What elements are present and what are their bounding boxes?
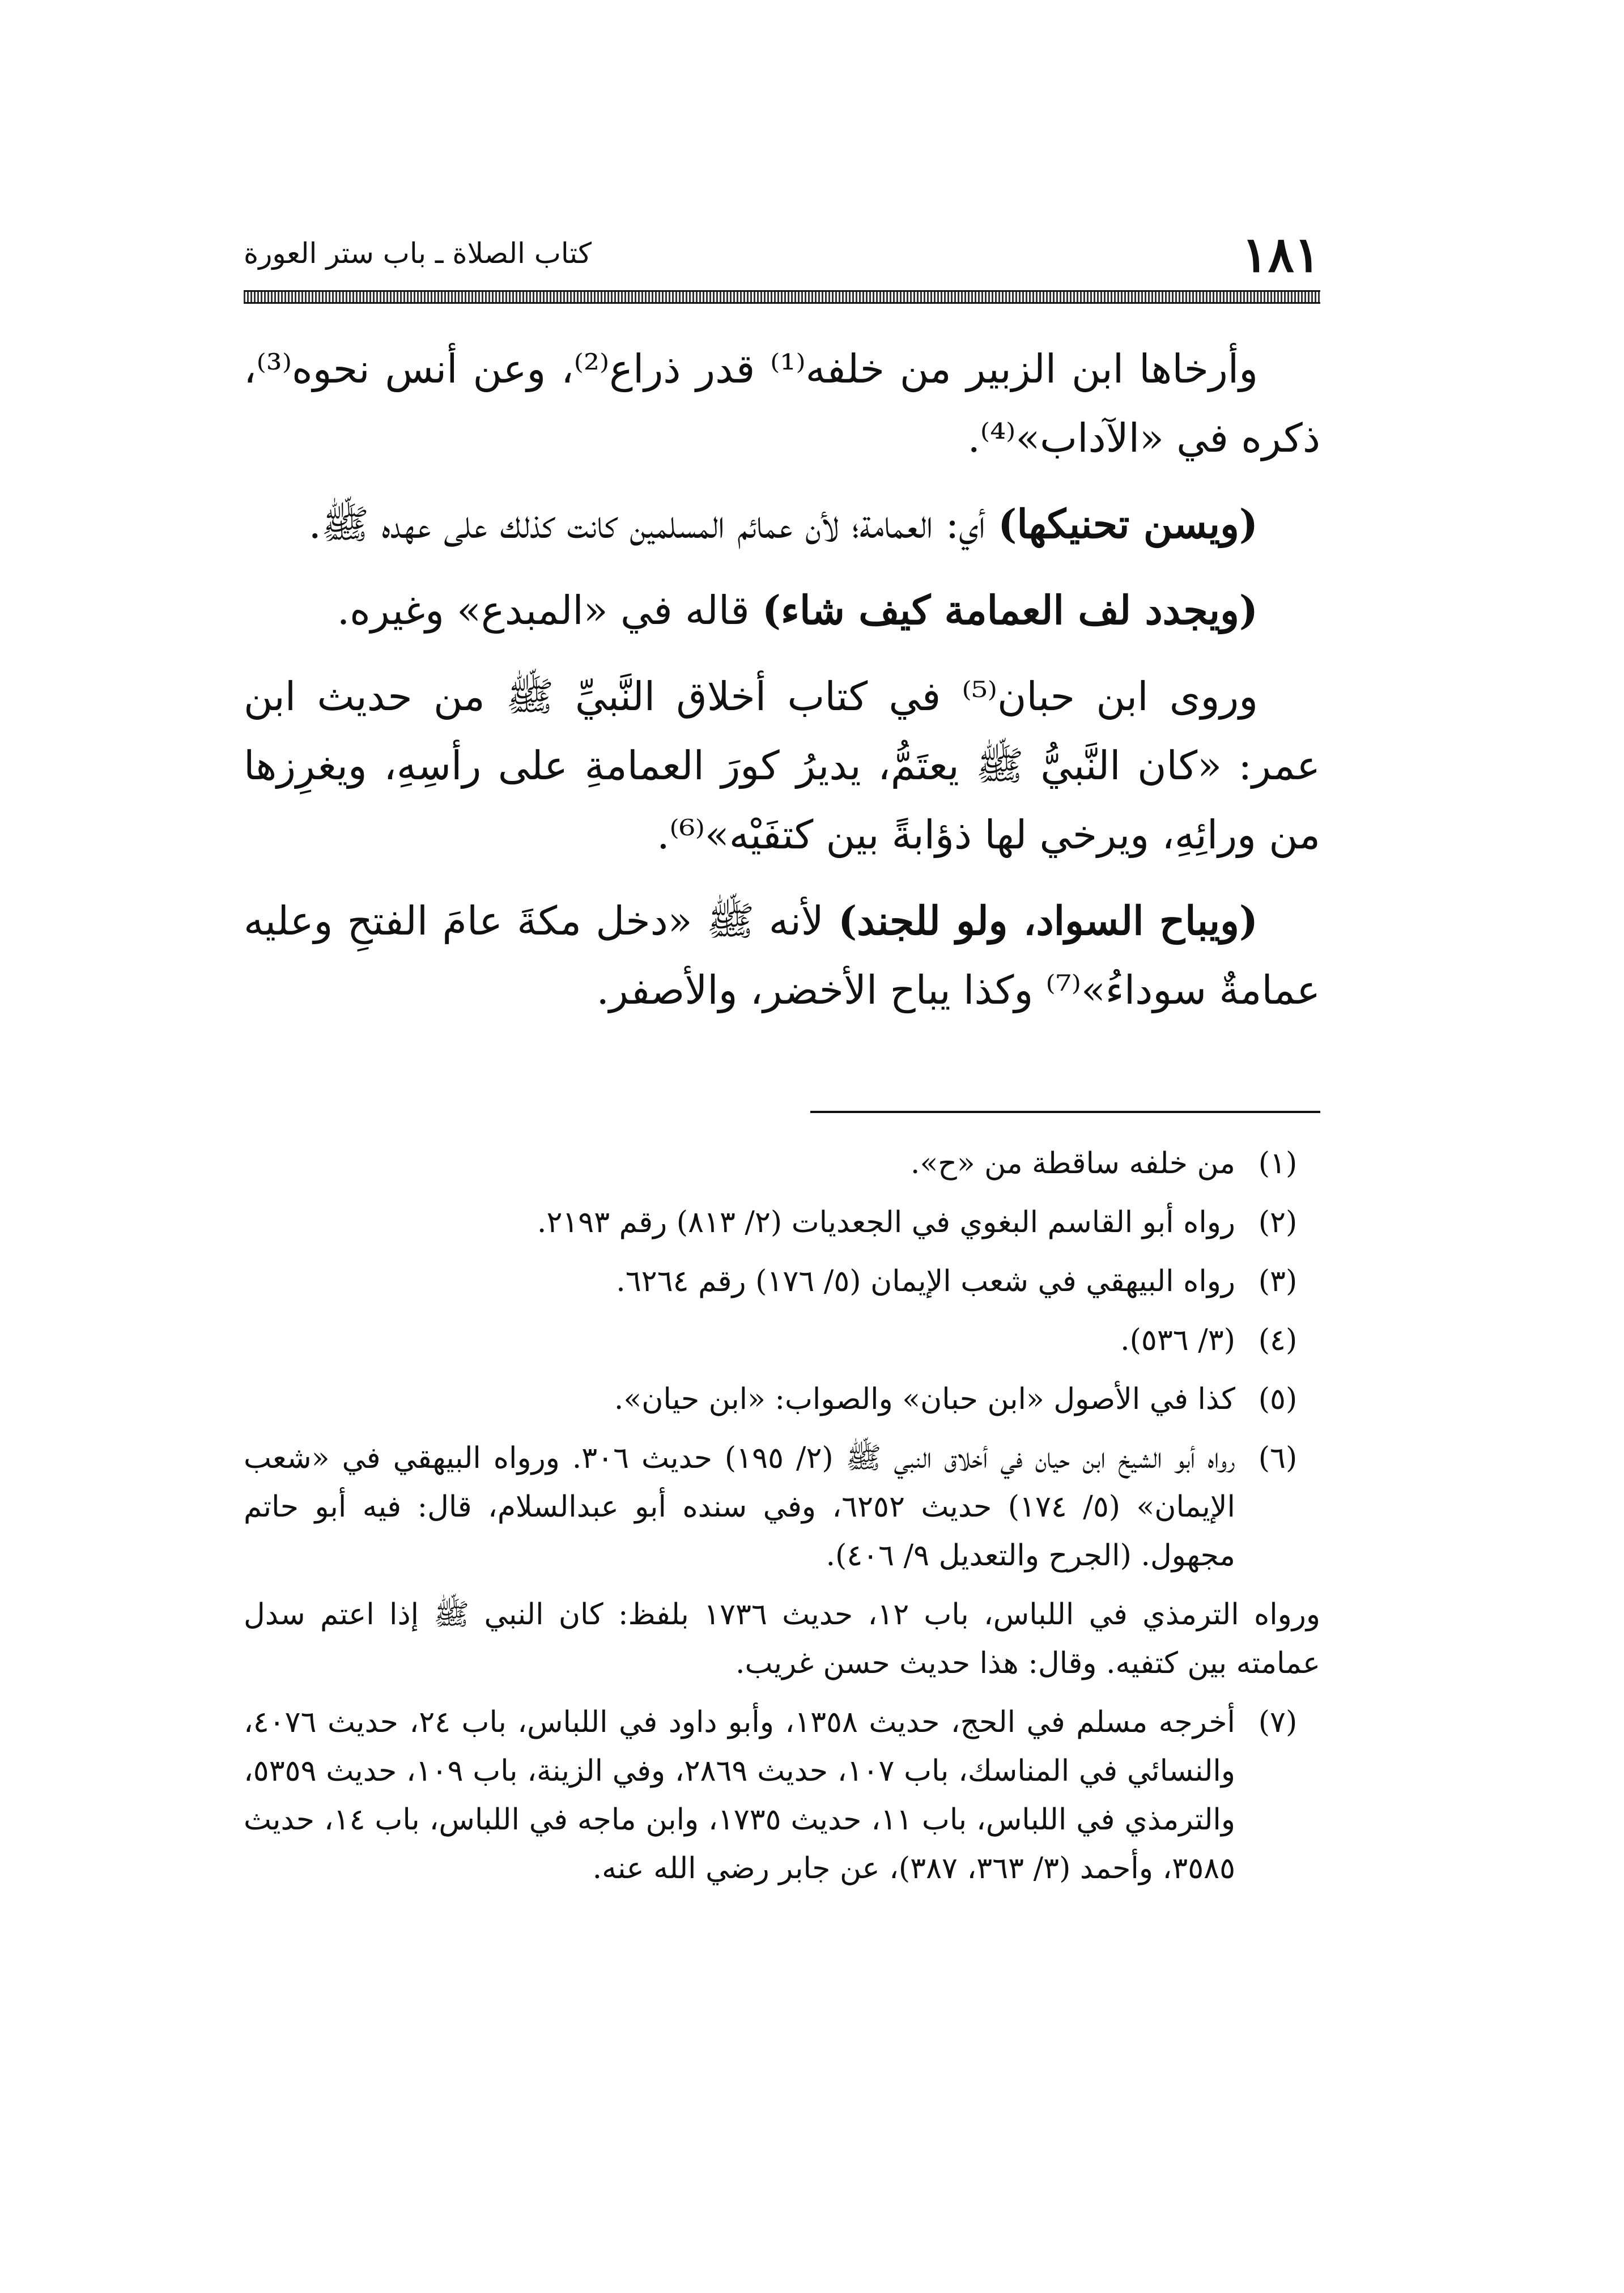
footnote-continuation: ورواه الترمذي في اللباس، باب ١٢، حديث ١٧٣٦ بلفظ: كان النبي ﷺ إذا اعتم سدل عمامته بين كتفيه. وقال: هذا حديث حسن غريب. [244,1598,1321,1680]
paragraph-5 [244,886,1320,1025]
page-number: ١٨١ [1242,226,1320,283]
footnote-number: (٥) [1258,1382,1298,1416]
paragraph-2 [244,490,1320,559]
footnote-number: (٤) [1258,1323,1298,1357]
book-page [244,0,1320,2293]
footnote-text: من خلفه ساقطة من «ح». [910,1146,1235,1181]
matn-text: (ويجدد لف العمامة كيف شاء) [762,587,1258,634]
footnote-number: (٢) [1258,1205,1298,1239]
footnote-text: رواه البيهقي في شعب الإيمان (٥/ ١٧٦) رقم ٦٢٦٤. [616,1264,1235,1298]
main-text [244,334,1320,1042]
footnote-text: كذا في الأصول «ابن حبان» والصواب: «ابن حيان». [614,1382,1235,1416]
commentary-text: أي: العمامة؛ لأن عمائم المسلمين كانت كذلك على عهده ﷺ. [308,501,998,547]
paragraph-3 [244,576,1320,645]
footnote-text: أخرجه مسلم في الحج، حديث ١٣٥٨، وأبو داود في اللباس، باب ٢٤، حديث ٤٠٧٦، والنسائي في المناسك، باب ١٠٧، حديث ٢٨٦٩، وفي الزينة، باب ١٠٩، حديث ٥٣٥٩، والترمذي في اللباس، باب ١١، حديث ١٧٣٥، وابن ماجه في اللباس، باب ١٤، حديث ٣٥٨٥، وأحمد (٣/ ٣٦٣، ٣٨٧)، عن جابر رضي الله عنه. [244,1705,1235,1886]
footnote-item [244,1434,1320,1580]
footnote-number: (٧) [1258,1705,1298,1739]
header-rule [244,290,1320,304]
footnote-number: (٣) [1258,1264,1298,1298]
page-header [244,224,1320,286]
footnote-text: رواه أبو الشيخ ابن حيان في أخلاق النبي ﷺ (٢/ ١٩٥) حديث ٣٠٦. ورواه البيهقي في «شعب الإيمان» (٥/ ١٧٤) حديث ٦٢٥٢، وفي سنده أبو عبدالسلام، قال: فيه أبو حاتم مجهول. (الجرح والتعديل ٩/ ٤٠٦). [244,1441,1235,1573]
paragraph-1: وأرخاها ابن الزبير من خلفه⁽¹⁾ قدر ذراع⁽²⁾، وعن أنس نحوه⁽³⁾، ذكره في «الآداب»⁽⁴⁾. [244,346,1320,461]
matn-text: (ويسن تحنيكها) [998,500,1258,547]
footnote-number: (٦) [1258,1441,1298,1475]
footnote-item [244,1698,1320,1893]
commentary-text: لأنه ﷺ «دخل مكةَ عامَ الفتحِ وعليه عمامةٌ سوداءُ»⁽⁷⁾ وكذا يباح الأخضر، والأصفر. [244,898,1320,1013]
footnote-item [244,1198,1320,1247]
footnote-item [244,1257,1320,1306]
footnote-item [244,1139,1320,1188]
commentary-text: قاله في «المبدع» وغيره. [337,587,762,634]
footnote-item [244,1375,1320,1424]
footnote-text: (٣/ ٥٣٦). [1120,1323,1235,1357]
paragraph-4: وروى ابن حبان⁽⁵⁾ في كتاب أخلاق النَّبيِّ ﷺ من حديث ابن عمر: «كان النَّبيُّ ﷺ يعتَمُّ، يديرُ كورَ العمامةِ على رأسِهِ، ويغرِزها من ورائِهِ، ويرخي لها ذؤابةً بين كتفَيْه»⁽⁶⁾. [244,673,1320,858]
footnotes [244,1139,1320,1903]
running-title: كتاب الصلاة ـ باب ستر العورة [244,237,592,270]
footnote-separator [810,1111,1320,1113]
footnote-item [244,1316,1320,1365]
footnote-text: رواه أبو القاسم البغوي في الجعديات (٢/ ٨١٣) رقم ٢١٩٣. [537,1205,1235,1239]
matn-text: (ويباح السواد، ولو للجند) [838,897,1259,944]
footnote-number: (١) [1258,1146,1298,1181]
